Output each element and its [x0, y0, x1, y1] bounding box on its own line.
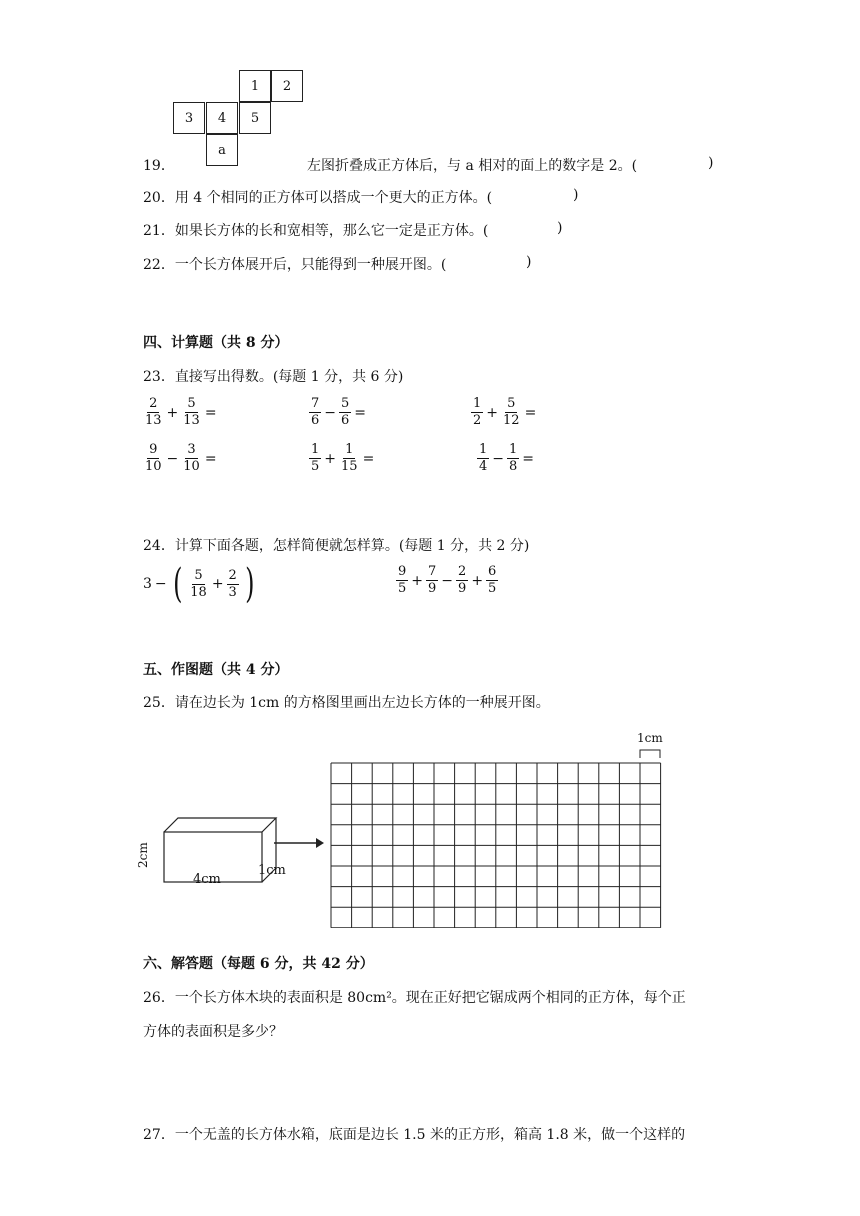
cuboid-figure [140, 810, 320, 890]
equals-sign: = [362, 450, 375, 467]
q23-text: 23．直接写出得数。(每题 1 分，共 6 分) [143, 369, 404, 385]
numerator: 2 [228, 567, 237, 583]
section4-title: 四、计算题（共 8 分） [143, 335, 289, 351]
numerator: 5 [507, 396, 516, 411]
fraction [426, 564, 438, 597]
denominator: 18 [190, 584, 207, 600]
q23-expr-1 [143, 396, 217, 429]
cuboid-length-label: 4cm [193, 872, 221, 887]
fraction [486, 564, 498, 597]
numerator: 1 [473, 396, 482, 411]
operator: + [411, 572, 424, 589]
numerator: 5 [187, 396, 196, 411]
equals-sign: = [524, 404, 537, 421]
denominator: 13 [183, 413, 200, 428]
fraction [339, 442, 360, 475]
net-label-4: 4 [217, 110, 227, 126]
q24-expr-1 [143, 561, 257, 607]
denominator: 6 [341, 413, 350, 428]
denominator: 5 [488, 581, 497, 596]
q24-text: 24．计算下面各题，怎样简便就怎样算。(每题 1 分，共 2 分) [143, 538, 530, 554]
section6-title: 六、解答题（每题 6 分，共 42 分） [143, 956, 374, 972]
operator: − [492, 450, 505, 467]
operator: + [166, 404, 179, 421]
denominator: 2 [473, 413, 482, 428]
denominator: 5 [311, 459, 320, 474]
q19-number: 19． [143, 158, 175, 174]
operator: − [441, 572, 454, 589]
numerator: 1 [311, 442, 320, 457]
q27-line-1: 27．一个无盖的长方体水箱，底面是边长 1.5 米的正方形，箱高 1.8 米，做一个这样的 [143, 1127, 686, 1143]
numerator: 2 [458, 564, 467, 579]
q22-answer-close: ) [526, 254, 532, 270]
q19-answer-close: ) [708, 155, 714, 171]
equals-sign: = [522, 450, 535, 467]
section5-title: 五、作图题（共 4 分） [143, 662, 289, 678]
denominator: 10 [183, 459, 200, 474]
right-paren: ) [244, 561, 255, 607]
fraction [507, 442, 519, 475]
numerator: 3 [187, 442, 196, 457]
denominator: 12 [503, 413, 520, 428]
denominator: 8 [509, 459, 518, 474]
net-label-2: 2 [282, 78, 292, 94]
equals-sign: = [354, 404, 367, 421]
net-face-3 [173, 102, 205, 134]
square-grid[interactable] [330, 762, 664, 928]
numerator: 7 [311, 396, 320, 411]
numerator: 1 [509, 442, 518, 457]
q23-expr-3 [471, 396, 536, 429]
denominator: 13 [145, 413, 162, 428]
fraction [471, 396, 483, 429]
fraction [456, 564, 468, 597]
fraction [181, 396, 202, 429]
fraction [143, 396, 164, 429]
net-face-1 [239, 70, 271, 102]
numerator: 2 [149, 396, 158, 411]
operator: + [471, 572, 484, 589]
grid-scale-bracket [638, 746, 666, 760]
denominator: 15 [341, 459, 358, 474]
numerator: 9 [398, 564, 407, 579]
net-face-5 [239, 102, 271, 134]
q23-expr-6 [477, 442, 534, 475]
operator: − [324, 404, 337, 421]
q23-expr-4 [143, 442, 217, 475]
numerator: 1 [345, 442, 354, 457]
net-label-1: 1 [250, 78, 260, 94]
q20-text: 20．用 4 个相同的正方体可以搭成一个更大的正方体。( [143, 190, 493, 206]
operator: + [324, 450, 337, 467]
q26-line-1: 26．一个长方体木块的表面积是 80cm²。现在正好把它锯成两个相同的正方体，每个正 [143, 990, 686, 1006]
denominator: 5 [398, 581, 407, 596]
fraction [188, 568, 209, 601]
q22-text: 22．一个长方体展开后，只能得到一种展开图。( [143, 257, 447, 273]
grid-scale-label: 1cm [637, 731, 663, 745]
denominator: 9 [428, 581, 437, 596]
q26-line-2: 方体的表面积是多少？ [143, 1024, 283, 1040]
q19-text: 左图折叠成正方体后，与 a 相对的面上的数字是 2。( [307, 158, 638, 174]
numerator: 5 [341, 396, 350, 411]
fraction [227, 568, 239, 601]
denominator: 6 [311, 413, 320, 428]
fraction [143, 442, 164, 475]
numerator: 5 [194, 567, 203, 583]
fraction [339, 396, 351, 429]
q25-text: 25．请在边长为 1cm 的方格图里画出左边长方体的一种展开图。 [143, 695, 550, 711]
net-label-3: 3 [184, 110, 194, 126]
net-label-a: a [218, 142, 226, 158]
fraction [477, 442, 489, 475]
denominator: 3 [228, 584, 237, 600]
fraction [309, 396, 321, 429]
operator: + [486, 404, 499, 421]
equals-sign: = [204, 450, 217, 467]
q21-answer-close: ) [557, 220, 563, 236]
fraction [309, 442, 321, 475]
equals-sign: = [204, 404, 217, 421]
cuboid-height-label: 2cm [136, 842, 150, 868]
operator: − [154, 576, 167, 592]
net-face-a [206, 134, 238, 166]
cuboid-width-label: 1cm [258, 863, 286, 878]
q24-expr-2 [396, 564, 498, 597]
q23-expr-5 [309, 442, 374, 475]
denominator: 9 [458, 581, 467, 596]
denominator: 10 [145, 459, 162, 474]
operator: + [211, 576, 224, 592]
net-label-5: 5 [250, 110, 260, 126]
numerator: 6 [488, 564, 497, 579]
denominator: 4 [479, 459, 488, 474]
q20-answer-close: ) [573, 187, 579, 203]
q21-text: 21．如果长方体的长和宽相等，那么它一定是正方体。( [143, 223, 489, 239]
left-paren: ( [172, 561, 183, 607]
net-face-2 [271, 70, 303, 102]
numerator: 1 [479, 442, 488, 457]
arrow-right-icon [272, 836, 326, 850]
fraction [396, 564, 408, 597]
number: 3 [143, 576, 152, 592]
numerator: 7 [428, 564, 437, 579]
operator: − [166, 450, 179, 467]
fraction [181, 442, 202, 475]
q23-expr-2 [309, 396, 366, 429]
numerator: 9 [149, 442, 158, 457]
net-face-4 [206, 102, 238, 134]
fraction [501, 396, 522, 429]
